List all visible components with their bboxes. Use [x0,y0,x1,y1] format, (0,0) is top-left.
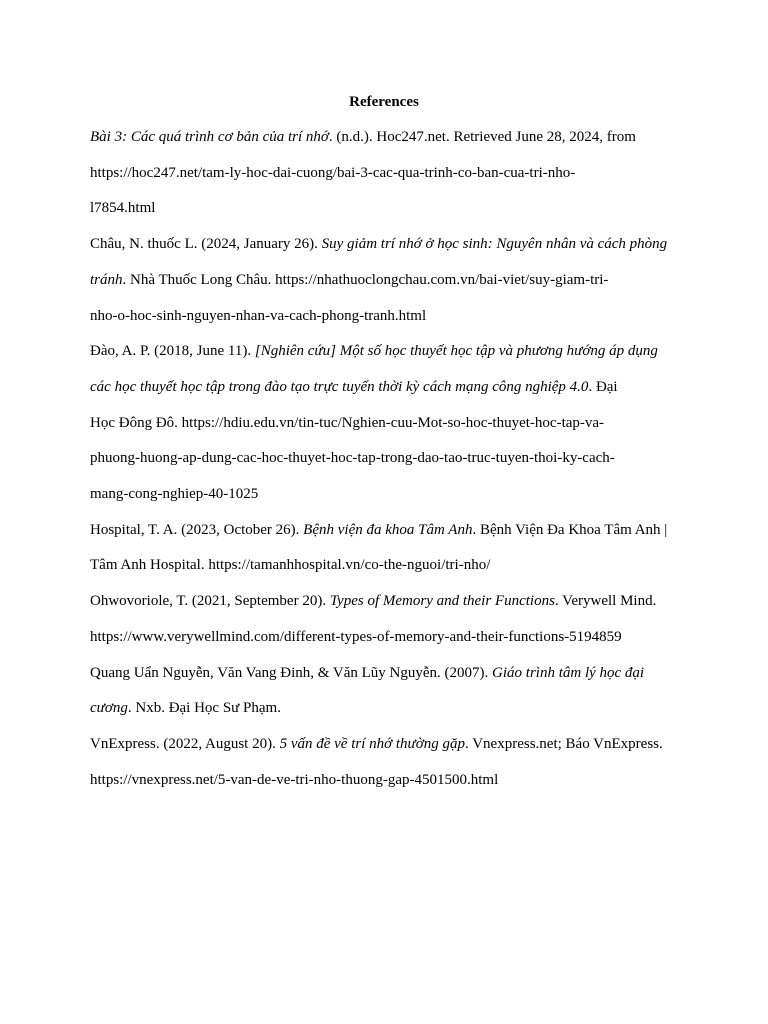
reference-entry [90,584,673,655]
reference-text: VnExpress. (2022, August 20). [90,735,280,752]
reference-text: https://vnexpress.net/5-van-de-ve-tri-nho-thuong-gap-4501500.html [90,771,499,788]
reference-text: . Đại [588,378,618,395]
reference-line [90,191,674,227]
reference-text: phuong-huong-ap-dung-cac-hoc-thuyet-hoc-tap-trong-dao-tao-truc-tuyen-thoi-ky-cach- [90,450,615,467]
reference-text: Quang Uẩn Nguyễn, Văn Vang Đinh, & Văn Lũy Nguyễn. (2007). [90,664,493,681]
reference-text: . Nxb. Đại Học Sư Phạm. [127,700,281,717]
reference-text: Đào, A. P. (2018, June 11). [90,343,255,360]
reference-text: Học Đông Đô. https://hdiu.edu.vn/tin-tuc/Nghien-cuu-Mot-so-hoc-thuyet-hoc-tap-va- [90,414,605,431]
reference-line [90,656,674,692]
reference-text: . Bệnh Viện Đa Khoa Tâm Anh | [472,521,668,538]
reference-italic-text: [Nghiên cứu] Một số học thuyết học tập và phương hướng áp dụng [254,343,658,360]
reference-italic-text: Suy giảm trí nhớ ở học sinh: Nguyên nhân và cách phòng [321,236,668,253]
reference-entry [90,120,673,227]
reference-italic-text: Bệnh viện đa khoa Tâm Anh [303,521,473,538]
reference-italic-text: các học thuyết học tập trong đào tạo trực tuyến thời kỳ cách mạng công nghiệp 4.0 [90,378,589,395]
reference-line [90,120,674,156]
reference-line [90,370,674,406]
reference-text: . (n.d.). Hoc247.net. Retrieved June 28, 2024, from [328,129,636,145]
reference-line [90,584,674,620]
reference-text: Châu, N. thuốc L. (2024, January 26). [90,236,322,253]
reference-text: https://www.verywellmind.com/different-types-of-memory-and-their-functions-5194859 [90,628,622,645]
reference-line [90,691,674,727]
reference-entry [90,227,673,334]
reference-italic-text: 5 vấn đề về trí nhớ thường gặp [279,735,465,752]
reference-text: l7854.html [90,200,156,217]
reference-line [90,763,674,799]
reference-text: Hospital, T. A. (2023, October 26). [90,521,304,538]
reference-text: mang-cong-nghiep-40-1025 [90,486,259,503]
reference-italic-text: tránh [90,271,123,288]
reference-line [90,334,674,370]
reference-line [90,548,674,584]
reference-entry [90,334,673,513]
reference-list [90,120,673,798]
reference-line [90,477,674,513]
reference-line [90,299,674,335]
reference-italic-text: Types of Memory and their Functions [329,593,555,610]
reference-text: nho-o-hoc-sinh-nguyen-nhan-va-cach-phong-tranh.html [90,307,427,324]
reference-line [90,620,674,656]
reference-text: . Verywell Mind. [554,593,657,610]
reference-line [90,227,674,263]
reference-entry [90,513,673,584]
reference-line [90,441,674,477]
reference-entry [90,727,673,798]
reference-line [90,406,674,442]
reference-text: https://hoc247.net/tam-ly-hoc-dai-cuong/bai-3-cac-qua-trinh-co-ban-cua-tri-nho- [90,164,576,181]
reference-line [90,727,674,763]
reference-line [90,263,674,299]
reference-text: Ohwovoriole, T. (2021, September 20). [90,593,330,610]
reference-text: Tâm Anh Hospital. https://tamanhhospital.vn/co-the-nguoi/tri-nho/ [90,557,491,574]
reference-line [90,513,674,549]
reference-line [90,156,674,192]
reference-entry [90,656,673,727]
reference-text: . Nhà Thuốc Long Châu. https://nhathuoclongchau.com.vn/bai-viet/suy-giam-tri- [122,271,609,288]
reference-italic-text: cương [90,700,128,717]
reference-italic-text: Giáo trình tâm lý học đại [492,664,645,681]
references-heading: References [349,94,419,110]
reference-text: . Vnexpress.net; Báo VnExpress. [465,735,663,752]
reference-italic-text: Bài 3: Các quá trình cơ bản của trí nhớ [90,129,329,145]
